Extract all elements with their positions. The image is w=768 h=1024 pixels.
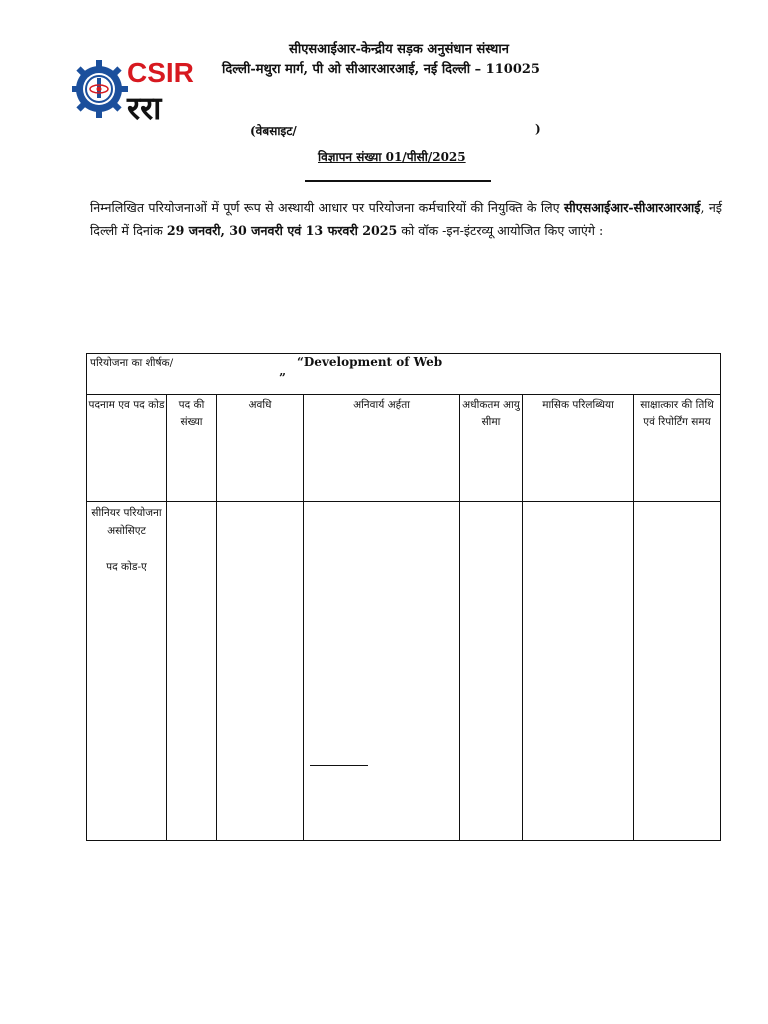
table-header-row	[87, 395, 721, 502]
posts-table	[86, 353, 721, 841]
post-count-cell	[167, 502, 217, 841]
project-title-cell	[87, 354, 721, 395]
post-code: पद कोड-ए	[106, 561, 147, 573]
csir-crri-logo	[72, 52, 202, 126]
duration-cell	[217, 502, 304, 841]
advertisement-underline-rule	[305, 180, 491, 182]
age-limit-cell	[460, 502, 523, 841]
interview-date-cell	[634, 502, 721, 841]
underline-mark	[310, 765, 368, 766]
website-label: (वेबसाइट/	[250, 124, 297, 138]
intro-text-2: , नई दिल्ली में दिनांक	[90, 200, 722, 238]
project-title: “Development of Web	[297, 355, 443, 369]
col-header-emoluments: मासिक परिलब्धिया	[523, 395, 634, 502]
qualification-cell	[304, 502, 460, 841]
intro-org-bold: सीएसआईआर-सीआरआरआई	[564, 200, 701, 215]
intro-text-3: को वॉक -इन-इंटरव्यू आयोजित किए जाएंगे :	[397, 223, 604, 238]
logo-text-csir: CSIR	[127, 57, 194, 88]
intro-dates-bold: 29 जनवरी, 30 जनवरी एवं 13 फरवरी 2025	[166, 223, 398, 238]
gear-emblem-icon	[72, 60, 128, 118]
advertisement-number: विज्ञापन संख्या 01/पीसी/2025	[318, 150, 466, 164]
emoluments-cell	[523, 502, 634, 841]
intro-paragraph	[90, 196, 722, 242]
post-name: सीनियर परियोजना असोसिएट	[91, 507, 162, 537]
project-title-row	[87, 354, 721, 395]
intro-text-1: निम्नलिखित परियोजनाओं में पूर्ण रूप से अस्थायी आधार पर परियोजना कर्मचारियों की नियुक्ति के लिए	[90, 200, 565, 215]
col-header-post-count: पद की संख्या	[167, 395, 217, 502]
col-header-duration: अवधि	[217, 395, 304, 502]
col-header-age-limit: अधीकतम आयु सीमा	[460, 395, 523, 502]
table-row	[87, 502, 721, 841]
website-close-paren: )	[535, 122, 541, 136]
org-address: दिल्ली-मथुरा मार्ग, पी ओ सीआरआरआई, नई दिल्ली – 110025	[222, 62, 540, 77]
col-header-interview-date: साक्षात्कार की तिथि एवं रिपोर्टिंग समय	[634, 395, 721, 502]
logo-text-crri-hindi: ररा	[127, 89, 162, 126]
project-title-closing-quote: ”	[279, 371, 286, 385]
project-title-label: परियोजना का शीर्षक/	[90, 357, 174, 369]
col-header-qualification: अनिवार्य अर्हता	[304, 395, 460, 502]
post-name-cell	[87, 502, 167, 841]
col-header-post-name: पदनाम एव पद कोड	[87, 395, 167, 502]
org-name: सीएसआईआर-केन्द्रीय सड़क अनुसंधान संस्थान	[289, 42, 509, 57]
